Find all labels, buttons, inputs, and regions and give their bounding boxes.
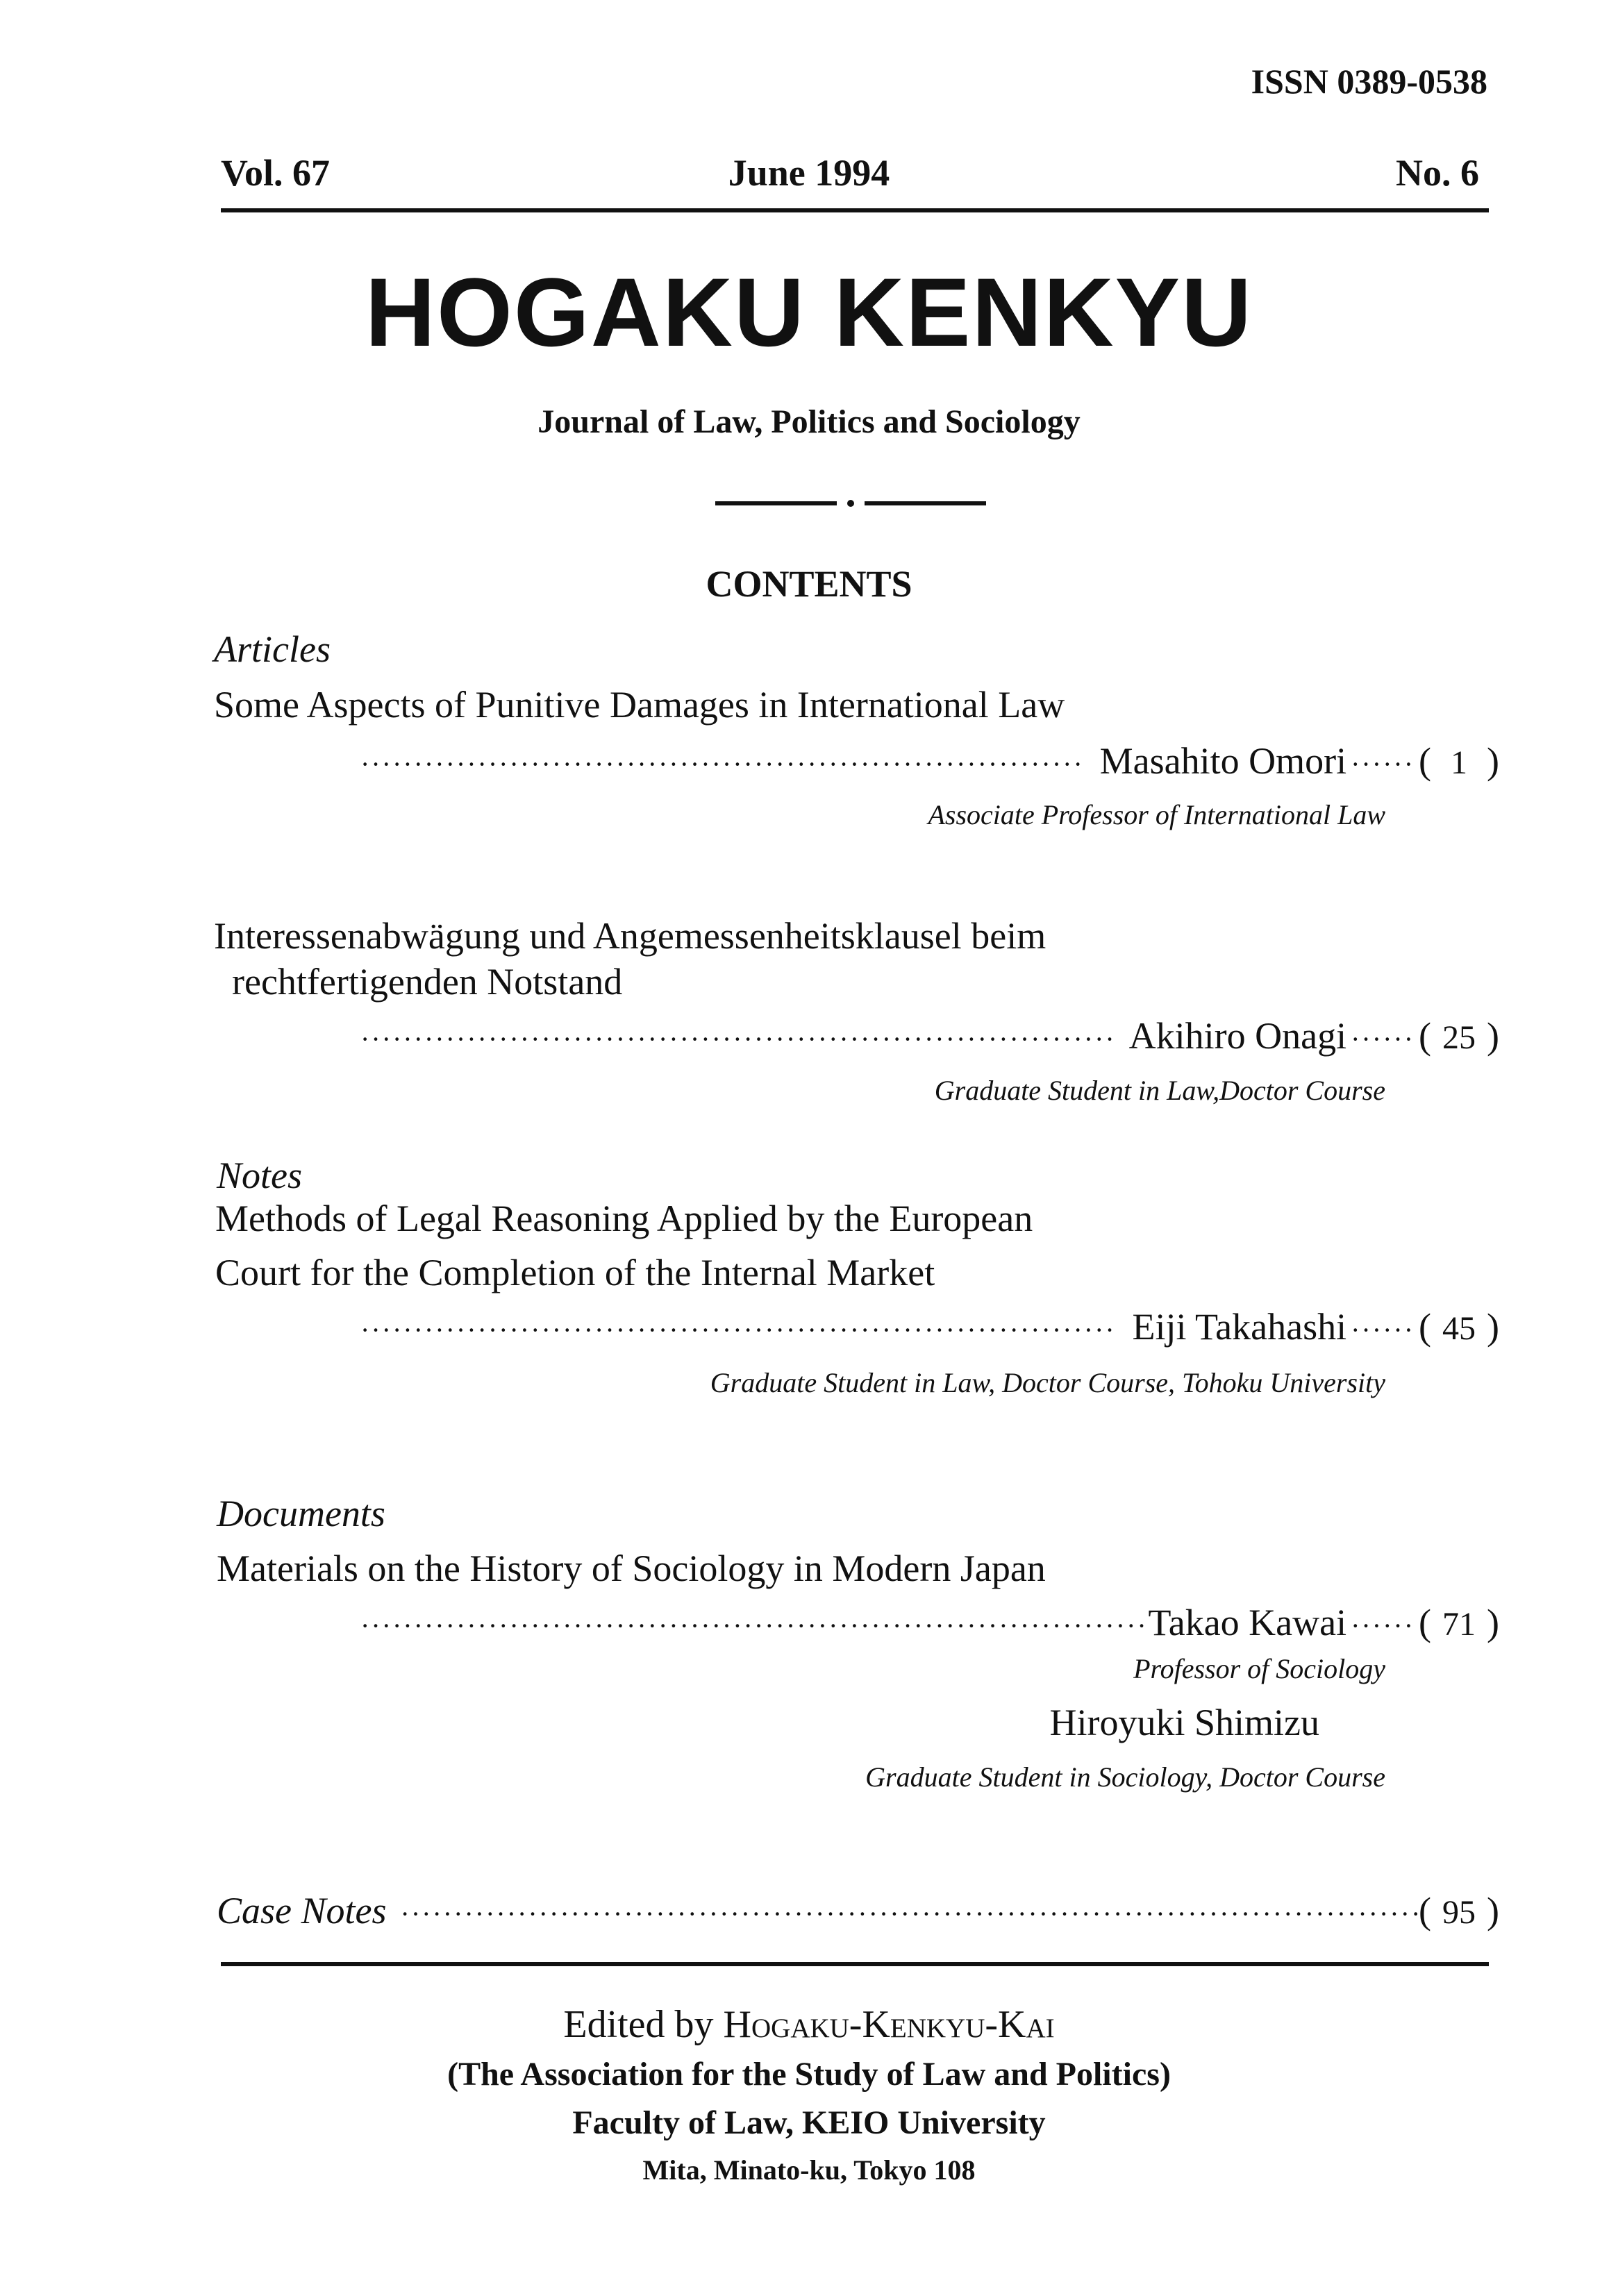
contents-heading: CONTENTS [706,563,912,605]
section-label-case-notes: Case Notes [217,1890,387,1932]
case-notes-page: 95 [1442,1894,1476,1931]
entry-page: 71 [1442,1606,1476,1643]
paren-open: ( [1419,1890,1432,1932]
entry-page: 25 [1442,1019,1476,1056]
dot-leader [360,1605,1146,1647]
paren-open: ( [1419,740,1432,782]
dot-leader: ······ [1351,748,1415,780]
bottom-rule [221,1962,1489,1966]
dot-leader: ······ [1351,1610,1415,1641]
top-rule [221,208,1489,212]
ornament-divider [715,501,993,507]
edited-by-line [0,2002,1618,2047]
paren-open: ( [1419,1306,1432,1348]
paren-close: ) [1487,740,1499,782]
case-notes-row [217,1890,1499,1935]
section-label-notes: Notes [217,1155,303,1196]
paren-open: ( [1419,1602,1432,1643]
entry-author: Akihiro Onagi [1128,1015,1347,1057]
entry-title: Some Aspects of Punitive Damages in International Law [214,684,1065,726]
paren-open: ( [1419,1015,1432,1057]
dot-leader [360,744,1086,785]
entry-author: Takao Kawai [1148,1602,1347,1643]
entry-affiliation: Professor of Sociology [1133,1653,1385,1684]
entry-leader-row [360,1602,1499,1647]
entry-title: Materials on the History of Sociology in Modern Japan [217,1548,1046,1589]
entry-page: 1 [1451,744,1468,781]
dot-leader [360,1019,1115,1060]
dot-leader [401,1893,1419,1935]
dot-leader: ······ [1351,1023,1415,1055]
entry-title: rechtfertigenden Notstand [232,961,623,1003]
entry-leader-row [360,1015,1499,1060]
entry-leader-row [360,740,1499,785]
faculty: Faculty of Law, KEIO University [572,2104,1046,2141]
journal-subtitle: Journal of Law, Politics and Sociology [537,403,1081,440]
association: (The Association for the Study of Law and Politics) [447,2056,1171,2093]
entry-title: Court for the Completion of the Internal Market [215,1252,935,1293]
section-label-articles: Articles [214,628,331,670]
journal-title: HOGAKU KENKYU [365,258,1253,367]
entry-affiliation: Graduate Student in Law,Doctor Course [934,1075,1385,1106]
entry-coauthor: Hiroyuki Shimizu [1049,1702,1319,1743]
editor-name: Hogaku-Kenkyu-Kai [723,2003,1055,2046]
entry-affiliation: Associate Professor of International Law [928,799,1385,830]
volume: Vol. 67 [221,152,331,194]
dot-leader [360,1309,1118,1351]
paren-close: ) [1487,1015,1499,1057]
entry-title: Methods of Legal Reasoning Applied by the European [215,1198,1033,1239]
section-label-documents: Documents [217,1493,385,1534]
paren-close: ) [1487,1890,1499,1932]
issue-number: No. 6 [1396,152,1479,194]
entry-author: Eiji Takahashi [1132,1306,1347,1348]
paren-close: ) [1487,1602,1499,1643]
entry-coauthor-affiliation: Graduate Student in Sociology, Doctor Course [865,1761,1385,1793]
paren-close: ) [1487,1306,1499,1348]
entry-page: 45 [1442,1310,1476,1347]
entry-title: Interessenabwägung und Angemessenheitsklausel beim [214,915,1046,957]
dot-leader: ······ [1351,1314,1415,1346]
entry-leader-row [360,1306,1499,1351]
issn: ISSN 0389-0538 [1251,62,1487,101]
entry-affiliation: Graduate Student in Law, Doctor Course, Tohoku University [710,1367,1385,1398]
edited-by-label: Edited by [563,2003,714,2046]
issue-date: June 1994 [728,152,890,194]
entry-author: Masahito Omori [1099,740,1347,782]
address: Mita, Minato-ku, Tokyo 108 [642,2154,976,2186]
